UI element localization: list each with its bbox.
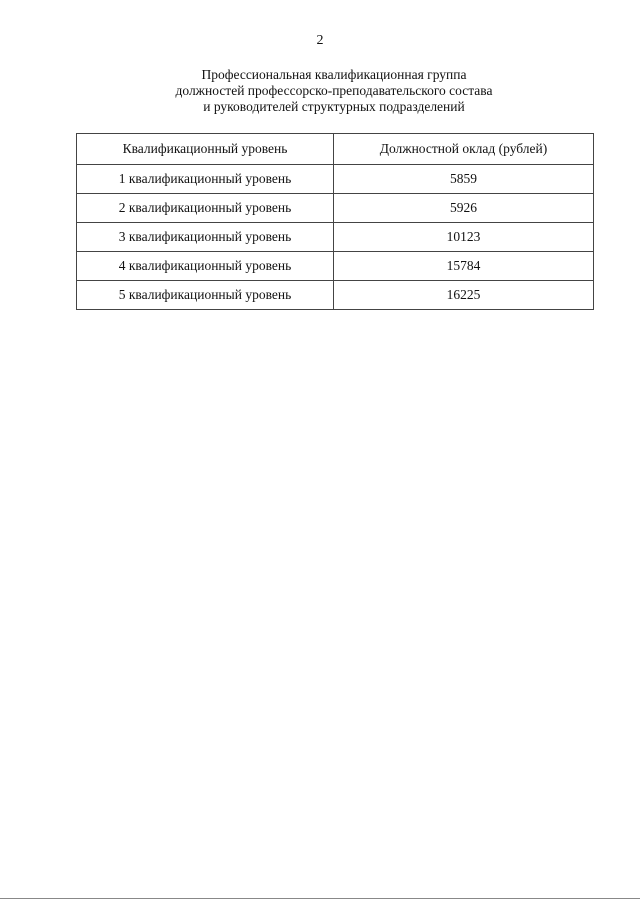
document-title xyxy=(0,67,640,115)
table-header-row xyxy=(77,134,594,165)
level-cell: 5 квалификационный уровень xyxy=(77,281,334,310)
table-row xyxy=(77,223,594,252)
level-cell: 3 квалификационный уровень xyxy=(77,223,334,252)
salary-cell: 5926 xyxy=(334,194,594,223)
level-cell: 4 квалификационный уровень xyxy=(77,252,334,281)
table-row xyxy=(77,252,594,281)
level-cell: 2 квалификационный уровень xyxy=(77,194,334,223)
title-line-3: и руководителей структурных подразделений xyxy=(203,99,465,114)
table-row xyxy=(77,194,594,223)
salary-cell: 10123 xyxy=(334,223,594,252)
page-number: 2 xyxy=(316,33,324,48)
salary-table xyxy=(76,133,594,310)
header-level: Квалификационный уровень xyxy=(77,134,334,165)
salary-cell: 16225 xyxy=(334,281,594,310)
table-row xyxy=(77,165,594,194)
page-bottom-divider xyxy=(0,898,640,899)
table-row xyxy=(77,281,594,310)
header-salary: Должностной оклад (рублей) xyxy=(334,134,594,165)
salary-cell: 5859 xyxy=(334,165,594,194)
level-cell: 1 квалификационный уровень xyxy=(77,165,334,194)
title-line-2: должностей профессорско-преподавательского состава xyxy=(175,83,493,98)
salary-cell: 15784 xyxy=(334,252,594,281)
title-line-1: Профессиональная квалификационная группа xyxy=(201,67,467,82)
